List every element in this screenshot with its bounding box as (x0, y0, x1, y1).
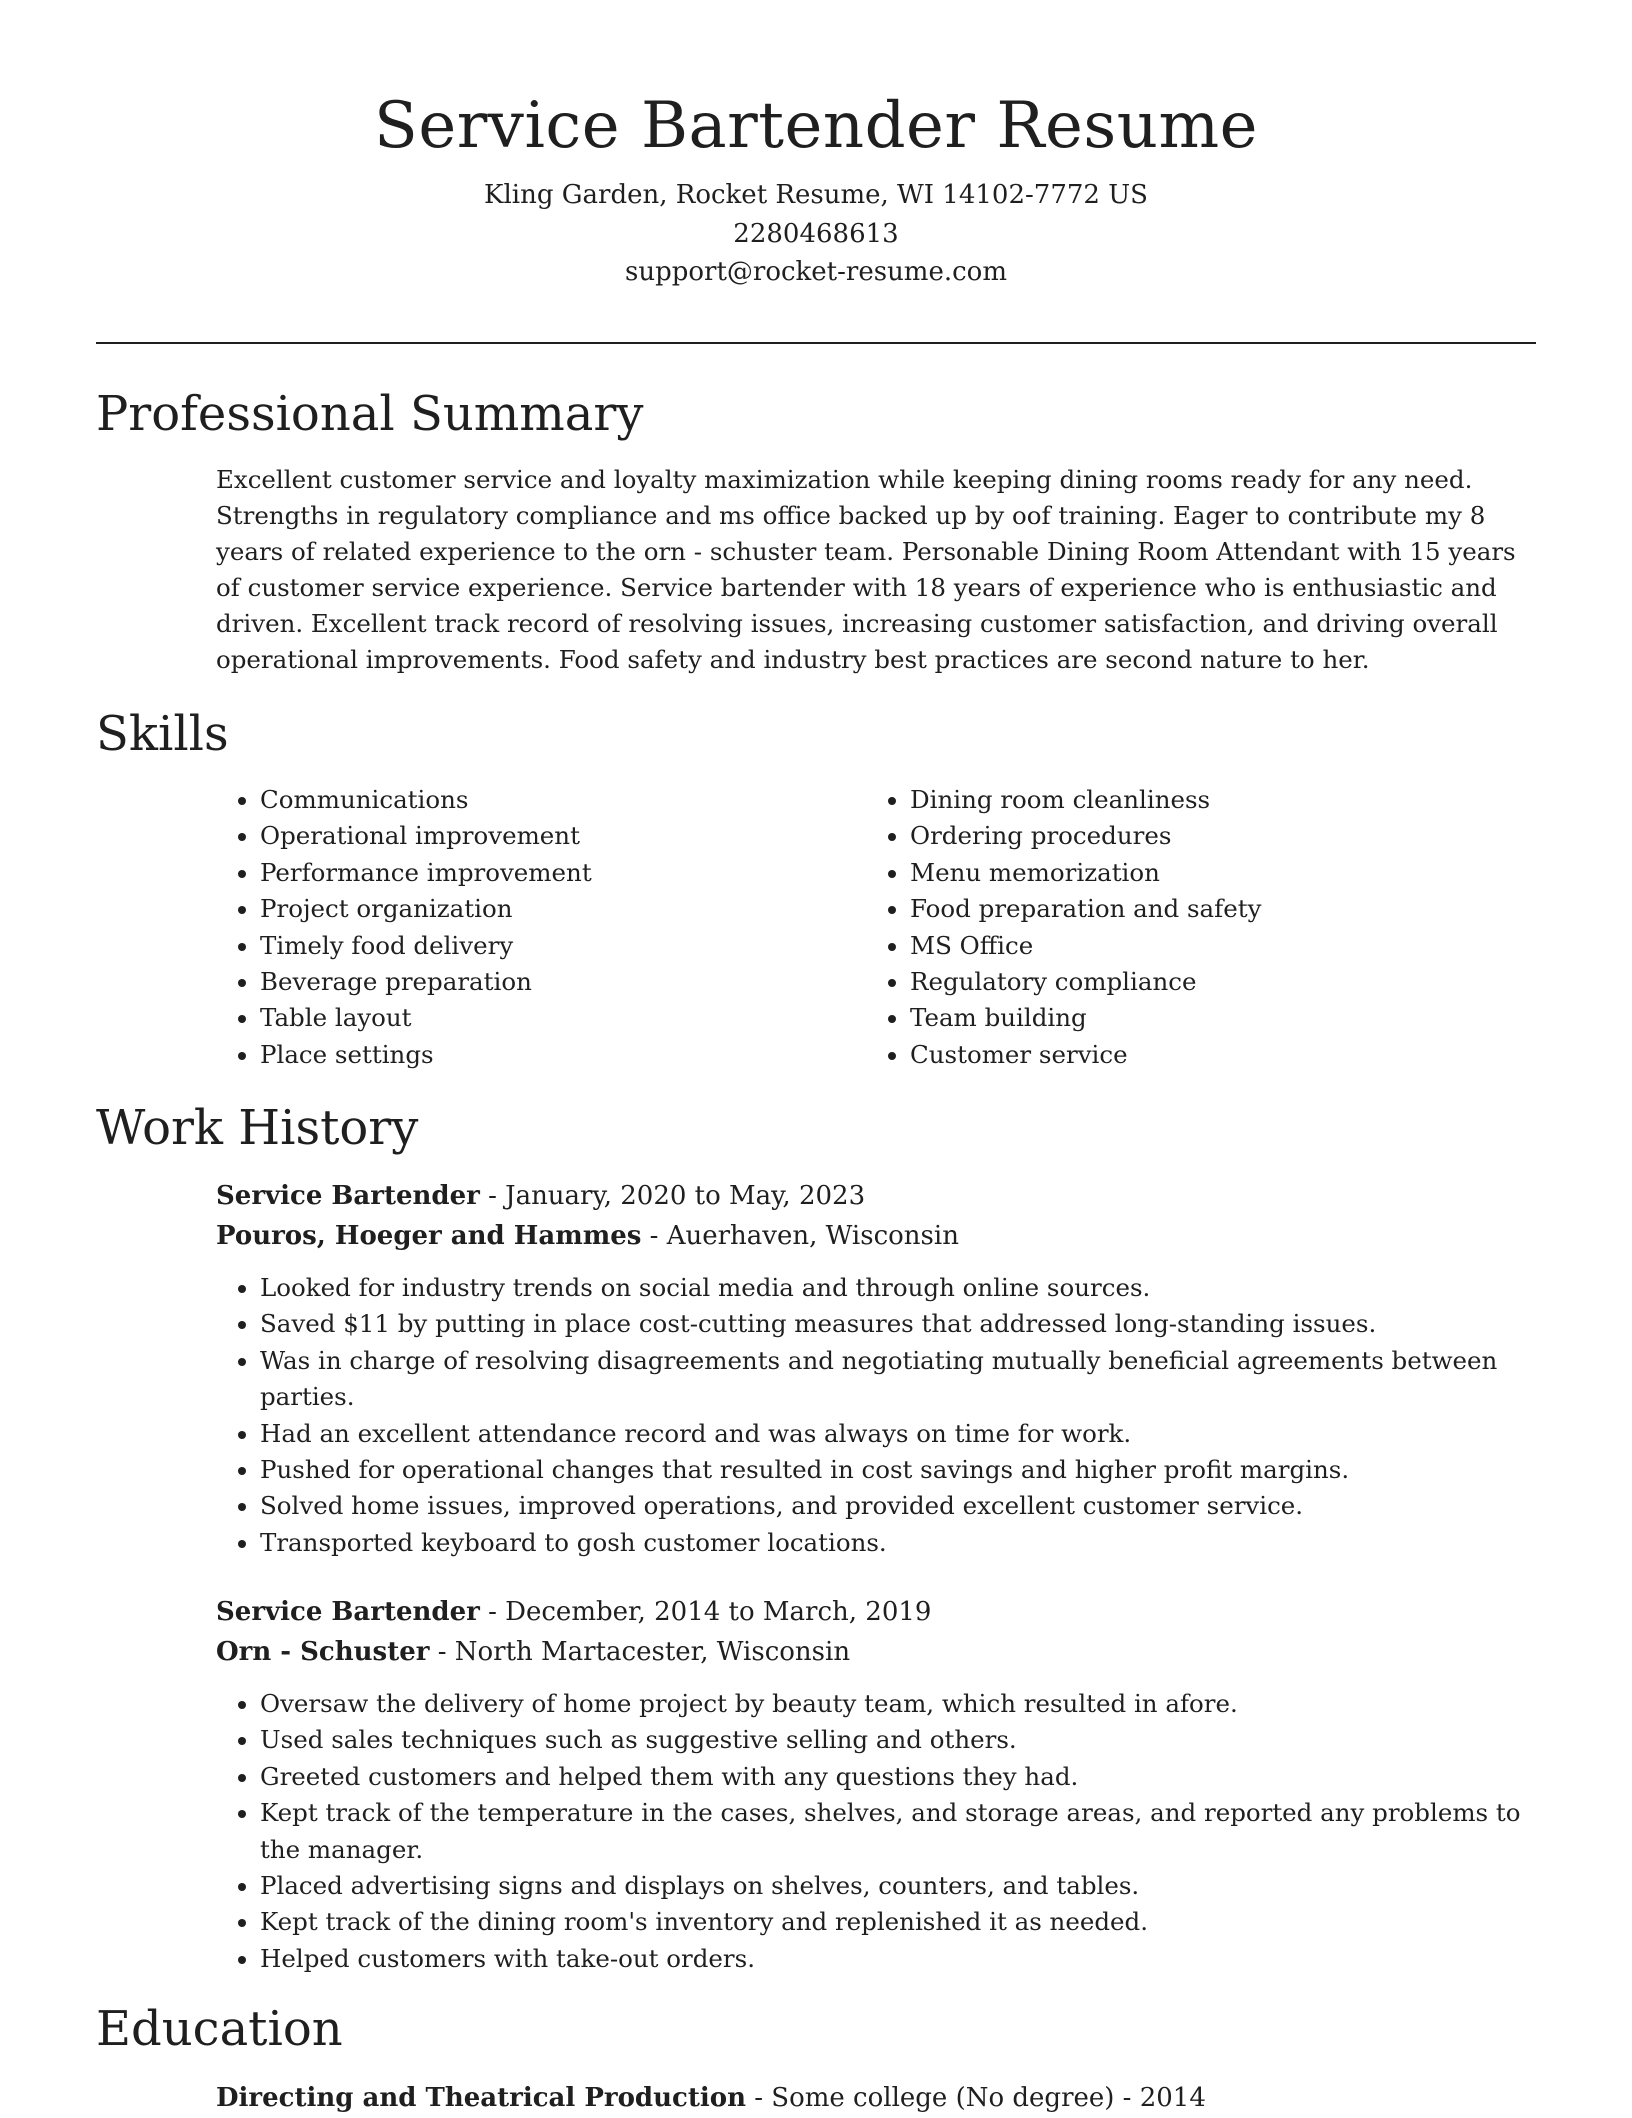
skill-item: • Place settings (260, 1037, 860, 1073)
job-bullet: • Pushed for operational changes that resulted in cost savings and higher profit margins. (260, 1452, 1536, 1488)
job-bullet: • Placed advertising signs and displays on shelves, counters, and tables. (260, 1868, 1536, 1904)
job-bullet: • Saved $11 by putting in place cost-cutting measures that addressed long-standing issues. (260, 1306, 1536, 1342)
job-bullet: • Greeted customers and helped them with any questions they had. (260, 1759, 1536, 1795)
job-position: Service Bartender (216, 1181, 480, 1211)
job-bullet: • Kept track of the temperature in the cases, shelves, and storage areas, and reported any problems to the manager. (260, 1795, 1536, 1868)
header-divider (96, 342, 1536, 344)
skill-item: • Team building (910, 1000, 1530, 1036)
summary-heading: Professional Summary (96, 386, 644, 442)
skill-item: • Customer service (910, 1037, 1530, 1073)
skill-item: • Menu memorization (910, 855, 1530, 891)
skill-item: • Food preparation and safety (910, 891, 1530, 927)
skills-list-left (216, 782, 860, 1073)
skill-item: • Performance improvement (260, 855, 860, 891)
education-heading: Education (96, 2001, 343, 2057)
job-dates: - January, 2020 to May, 2023 (479, 1181, 866, 1211)
summary-section (216, 462, 1536, 678)
job-title-line (216, 1592, 931, 1632)
contact-info (96, 176, 1536, 292)
education-field: Directing and Theatrical Production (216, 2083, 746, 2113)
job-bullet: • Kept track of the dining room's inventory and replenished it as needed. (260, 1904, 1536, 1940)
job-bullets (216, 1686, 1536, 1977)
skill-item: • MS Office (910, 928, 1530, 964)
resume-title: Service Bartender Resume (373, 89, 1259, 163)
job-dates: - December, 2014 to March, 2019 (479, 1597, 932, 1627)
phone-line: 2280468613 (733, 218, 899, 249)
skill-item: • Table layout (260, 1000, 860, 1036)
skill-item: • Beverage preparation (260, 964, 860, 1000)
skill-item: • Operational improvement (260, 818, 860, 854)
education-detail: - Some college (No degree) - 2014 (745, 2083, 1206, 2113)
skill-item: • Dining room cleanliness (910, 782, 1530, 818)
job-company-line (216, 1632, 850, 1672)
skill-item: • Timely food delivery (260, 928, 860, 964)
education-entry (216, 2078, 1206, 2118)
skills-heading: Skills (96, 706, 229, 762)
job-position: Service Bartender (216, 1597, 480, 1627)
email-line: support@rocket-resume.com (624, 257, 1007, 287)
job-company: Pouros, Hoeger and Hammes (216, 1221, 642, 1251)
job-company-line (216, 1216, 959, 1256)
job-location: - Auerhaven, Wisconsin (641, 1221, 959, 1251)
job-company: Orn - Schuster (216, 1637, 430, 1667)
job-bullet: • Oversaw the delivery of home project by beauty team, which resulted in afore. (260, 1686, 1536, 1722)
job-bullet: • Was in charge of resolving disagreements and negotiating mutually beneficial agreements between parties. (260, 1343, 1536, 1416)
job-bullet: • Used sales techniques such as suggestive selling and others. (260, 1722, 1536, 1758)
skill-item: • Ordering procedures (910, 818, 1530, 854)
job-bullets (216, 1270, 1536, 1561)
job-bullet: • Transported keyboard to gosh customer locations. (260, 1525, 1536, 1561)
resume-header (96, 86, 1536, 292)
skills-list-right (866, 782, 1530, 1073)
address-line: Kling Garden, Rocket Resume, WI 14102-7772 US (484, 180, 1148, 210)
summary-text: Excellent customer service and loyalty maximization while keeping dining rooms ready for any need. Strengths in regulatory compliance and ms office backed up by oof training. Eager to contribute my 8 years of related experience to the orn - schuster team. Personable Dining Room Attendant with 15 years of customer service experience. Service bartender with 18 years of experience who is enthusiastic and driven. Excellent track record of resolving issues, increasing customer satisfaction, and driving overall operational improvements. Food safety and industry best practices are second nature to her. (216, 465, 1516, 674)
skill-item: • Communications (260, 782, 860, 818)
job-location: - North Martacester, Wisconsin (429, 1637, 851, 1667)
job-title-line (216, 1176, 865, 1216)
skill-item: • Project organization (260, 891, 860, 927)
skill-item: • Regulatory compliance (910, 964, 1530, 1000)
job-bullet: • Helped customers with take-out orders. (260, 1941, 1536, 1977)
work-history-heading: Work History (96, 1100, 419, 1156)
job-bullet: • Had an excellent attendance record and was always on time for work. (260, 1416, 1536, 1452)
job-bullet: • Looked for industry trends on social media and through online sources. (260, 1270, 1536, 1306)
job-bullet: • Solved home issues, improved operations, and provided excellent customer service. (260, 1488, 1536, 1524)
